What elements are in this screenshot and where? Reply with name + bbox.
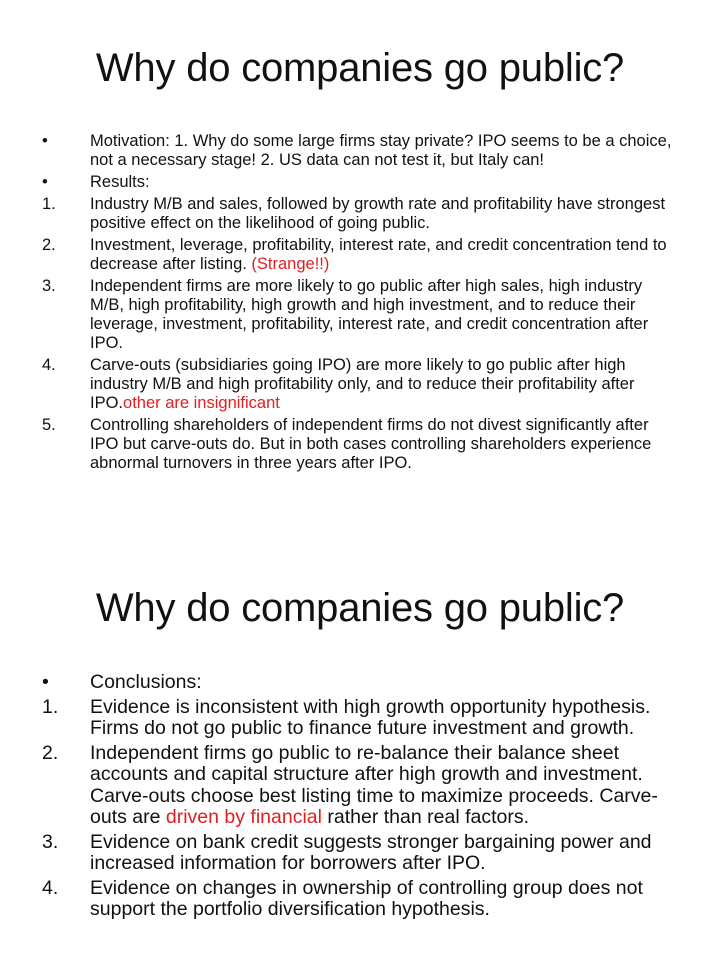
item-text: Controlling shareholders of independent firms do not divest significantly after IPO but carve-outs do. But in both cases controlling shareholders experience abnormal turnovers in three years after IPO.	[90, 416, 652, 472]
number-marker: 1.	[42, 695, 59, 718]
item-text: Investment, leverage, profitability, interest rate, and credit concentration tend to decrease after listing.	[90, 236, 667, 273]
item-text: Results:	[90, 173, 150, 191]
number-marker: 5.	[42, 416, 56, 434]
slide-2	[0, 560, 720, 960]
list-item	[0, 195, 720, 233]
list-item	[0, 672, 720, 694]
list-item	[0, 832, 720, 875]
highlight-text: (Strange!!)	[251, 255, 330, 273]
list-item	[0, 236, 720, 274]
slide-1-list	[0, 132, 720, 476]
number-marker: 2.	[42, 236, 56, 254]
bullet-marker: •	[42, 671, 49, 693]
list-item	[0, 743, 720, 829]
item-text: Independent firms are more likely to go public after high sales, high industry M/B, high profitability, high growth and high investment, and to reduce their leverage, investment, profitability, interest rate, and credit concentration after IPO.	[90, 277, 649, 352]
slide-1-title: Why do companies go public?	[95, 46, 625, 90]
number-marker: 4.	[42, 876, 59, 899]
list-item	[0, 416, 720, 473]
number-marker: 1.	[42, 195, 56, 213]
item-text: Industry M/B and sales, followed by growth rate and profitability have strongest positive effect on the likelihood of going public.	[90, 195, 666, 232]
number-marker: 4.	[42, 356, 56, 374]
list-item	[0, 173, 720, 192]
item-text: Motivation: 1. Why do some large firms stay private? IPO seems to be a choice, not a necessary stage! 2. US data can not test it, but Italy can!	[90, 132, 672, 169]
list-item	[0, 356, 720, 413]
item-text: Evidence on bank credit suggests stronger bargaining power and increased information for borrowers after IPO.	[90, 830, 652, 874]
slide-2-title: Why do companies go public?	[95, 586, 625, 630]
number-marker: 2.	[42, 741, 59, 764]
highlight-text: driven by financial	[165, 806, 322, 828]
list-item	[0, 277, 720, 353]
item-text: Conclusions:	[90, 671, 202, 693]
item-text: Evidence on changes in ownership of controlling group does not support the portfolio diversification hypothesis.	[90, 876, 643, 920]
list-item	[0, 132, 720, 170]
item-text-after: rather than real factors.	[321, 806, 530, 828]
list-item	[0, 697, 720, 740]
item-text: Evidence is inconsistent with high growth opportunity hypothesis. Firms do not go public to finance future investment and growth.	[90, 695, 651, 739]
number-marker: 3.	[42, 277, 56, 295]
number-marker: 3.	[42, 830, 59, 853]
bullet-marker: •	[42, 173, 48, 191]
slide-2-list	[0, 672, 720, 924]
bullet-marker: •	[42, 132, 48, 150]
item-text: Carve-outs (subsidiaries going IPO) are more likely to go public after high industry M/B and high profitability only, and to reduce their profitability after IPO.	[90, 356, 635, 412]
list-item	[0, 878, 720, 921]
item-text: Independent firms go public to re-balance their balance sheet accounts and capital structure after high growth and investment. Carve-outs choose best listing time to maximize proceeds. Carve-outs are	[90, 741, 658, 828]
highlight-text: other are insignificant	[123, 394, 280, 412]
